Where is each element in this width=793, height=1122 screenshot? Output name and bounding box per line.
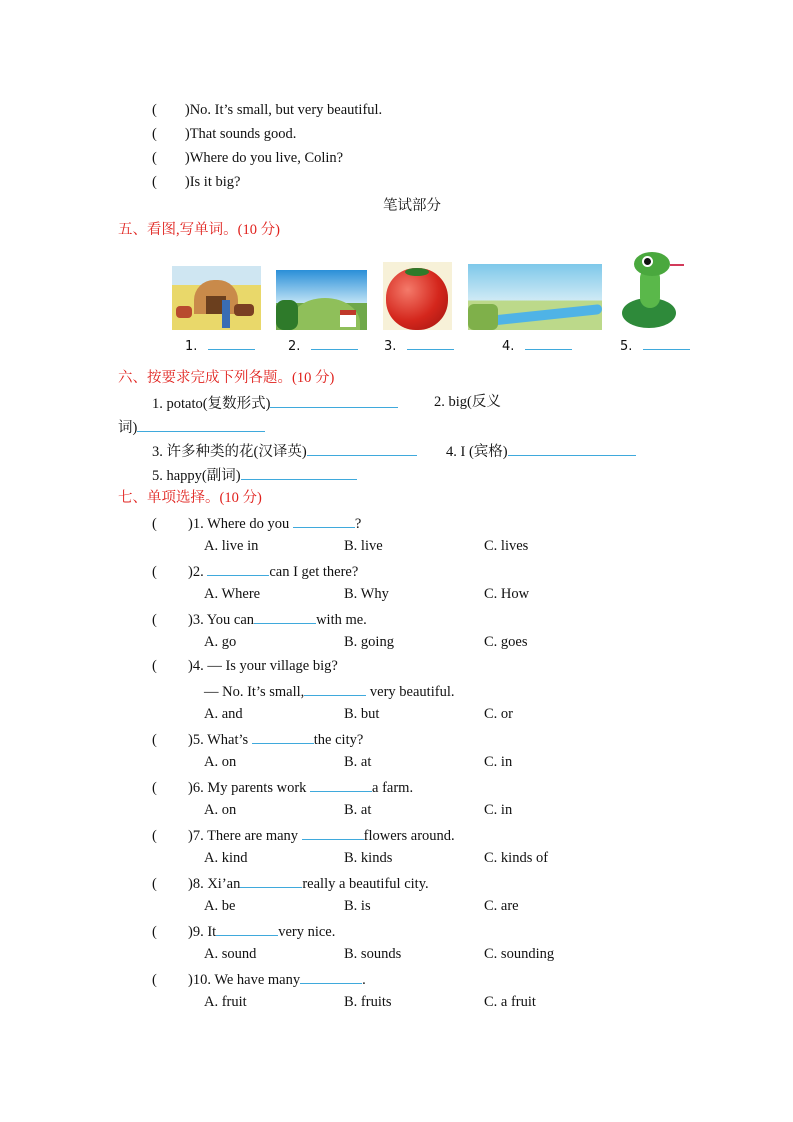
question-text: with me. [316, 612, 367, 628]
answer-blank[interactable] [137, 417, 265, 432]
written-part-title: 笔试部分 [383, 198, 441, 214]
option-c[interactable]: C. lives [484, 538, 529, 554]
task-4: 4. I (宾格) [446, 441, 636, 461]
answer-blank[interactable] [508, 441, 636, 456]
picture-label-2: 2. [288, 335, 358, 356]
answer-paren[interactable]: ( [152, 828, 157, 844]
option-a[interactable]: A. fruit [204, 994, 247, 1010]
answer-paren[interactable]: ( [152, 658, 157, 674]
question-row [152, 657, 338, 675]
answer-paren[interactable]: ( [152, 516, 157, 532]
question-text: flowers around. [363, 828, 455, 844]
option-b[interactable]: B. is [344, 898, 371, 914]
answer-paren[interactable]: ( [152, 564, 157, 580]
answer-paren[interactable]: ( [152, 150, 157, 166]
question-text: )7. There are many [188, 828, 302, 844]
option-c[interactable]: C. in [484, 754, 513, 770]
question-text: )6. My parents work [188, 780, 311, 796]
answer-paren[interactable]: ( [152, 876, 157, 892]
option-c[interactable]: C. kinds of [484, 850, 549, 866]
answer-paren[interactable]: ( [152, 102, 157, 118]
question-row [152, 969, 366, 989]
option-b[interactable]: B. sounds [344, 946, 402, 962]
dialogue-line [152, 149, 343, 167]
river-picture [468, 264, 602, 330]
countryside-picture [276, 270, 367, 330]
question-text: )1. Where do you [188, 516, 293, 532]
question-text: ? [354, 516, 362, 532]
section-5-title: 五、看图,写单词。(10 分) [118, 222, 280, 238]
section-6-title: 六、按要求完成下列各题。(10 分) [118, 370, 335, 386]
answer-blank[interactable] [252, 729, 314, 744]
question-text: )4. — Is your village big? [188, 658, 338, 674]
question-text: can I get there? [269, 564, 359, 580]
option-c[interactable]: C. sounding [484, 946, 555, 962]
question-text: . [362, 972, 366, 988]
option-b[interactable]: B. going [344, 634, 394, 650]
dialogue-text: That sounds good. [189, 126, 297, 142]
question-text: )3. You can [188, 612, 255, 628]
dialogue-text: Is it big? [189, 174, 241, 190]
option-b[interactable]: B. at [344, 802, 372, 818]
question-text: )10. We have many [188, 972, 301, 988]
dialogue-line [152, 101, 382, 119]
answer-blank[interactable] [307, 441, 417, 456]
answer-blank[interactable] [300, 969, 362, 984]
option-b[interactable]: B. fruits [344, 994, 392, 1010]
question-text: — No. It’s small, [204, 684, 305, 700]
option-a[interactable]: A. on [204, 754, 237, 770]
option-a[interactable]: A. live in [204, 538, 259, 554]
answer-blank[interactable] [525, 335, 572, 350]
option-c[interactable]: C. a fruit [484, 994, 536, 1010]
option-b[interactable]: B. Why [344, 586, 389, 602]
answer-paren[interactable]: ( [152, 924, 157, 940]
option-c[interactable]: C. goes [484, 634, 528, 650]
question-text: very beautiful. [366, 684, 455, 700]
answer-paren[interactable]: ( [152, 174, 157, 190]
answer-blank[interactable] [293, 513, 355, 528]
picture-label-1: 1. [185, 335, 255, 356]
tomato-picture [383, 262, 452, 330]
option-b[interactable]: B. live [344, 538, 383, 554]
paren-close: ) [184, 174, 190, 190]
answer-blank[interactable] [208, 335, 255, 350]
option-c[interactable]: C. How [484, 586, 530, 602]
task-1: 1. potato(复数形式) [152, 393, 398, 413]
answer-blank[interactable] [311, 335, 358, 350]
option-b[interactable]: B. but [344, 706, 380, 722]
answer-blank[interactable] [241, 465, 357, 480]
question-text: )9. It [188, 924, 217, 940]
question-text: very nice. [278, 924, 336, 940]
answer-blank[interactable] [643, 335, 690, 350]
task-3: 3. 许多种类的花(汉译英) [152, 441, 417, 461]
question-row [152, 729, 363, 749]
answer-blank[interactable] [207, 561, 269, 576]
dialogue-text: Where do you live, Colin? [189, 150, 344, 166]
task-2: 2. big(反义 [434, 394, 501, 410]
question-text: )2. [188, 564, 208, 580]
picture-label-3: 3. [384, 335, 454, 356]
question-row [152, 825, 455, 845]
answer-blank[interactable] [302, 825, 364, 840]
option-a[interactable]: A. sound [204, 946, 257, 962]
question-text: )5. What’s [188, 732, 252, 748]
answer-blank[interactable] [407, 335, 454, 350]
option-a[interactable]: A. go [204, 634, 237, 650]
paren-close: ) [184, 102, 190, 118]
option-a[interactable]: A. be [204, 898, 236, 914]
option-c[interactable]: C. or [484, 706, 513, 722]
question-text: a farm. [372, 780, 414, 796]
question-row [152, 777, 413, 797]
answer-paren[interactable]: ( [152, 612, 157, 628]
answer-paren[interactable]: ( [152, 972, 157, 988]
dialogue-line [152, 125, 296, 143]
option-a[interactable]: A. and [204, 706, 243, 722]
question-row [152, 921, 335, 941]
answer-blank[interactable] [254, 609, 316, 624]
option-a[interactable]: A. on [204, 802, 237, 818]
answer-blank[interactable] [216, 921, 278, 936]
picture-label-4: 4. [502, 335, 572, 356]
option-c[interactable]: C. are [484, 898, 519, 914]
answer-blank[interactable] [270, 393, 398, 408]
question-text: )8. Xi’an [188, 876, 241, 892]
option-a[interactable]: A. Where [204, 586, 261, 602]
task-5: 5. happy(副词) [152, 465, 357, 485]
question-row [152, 609, 367, 629]
answer-blank[interactable] [310, 777, 372, 792]
question-text: really a beautiful city. [302, 876, 429, 892]
answer-blank[interactable] [304, 681, 366, 696]
option-b[interactable]: B. at [344, 754, 372, 770]
paren-close: ) [184, 126, 190, 142]
question-row [152, 561, 358, 581]
question-row [152, 873, 429, 893]
question-row [152, 513, 361, 533]
option-c[interactable]: C. in [484, 802, 513, 818]
question-text: the city? [313, 732, 364, 748]
farm-picture [172, 266, 261, 330]
question-row-cont [204, 681, 454, 701]
option-b[interactable]: B. kinds [344, 850, 393, 866]
dialogue-line [152, 173, 240, 191]
option-a[interactable]: A. kind [204, 850, 248, 866]
answer-paren[interactable]: ( [152, 126, 157, 142]
answer-blank[interactable] [240, 873, 302, 888]
paren-close: ) [184, 150, 190, 166]
answer-paren[interactable]: ( [152, 732, 157, 748]
picture-label-5: 5. [620, 335, 690, 356]
snake-picture [618, 250, 690, 330]
dialogue-text: No. It’s small, but very beautiful. [189, 102, 383, 118]
section-7-title: 七、单项选择。(10 分) [118, 490, 262, 506]
task-2-cont: 词) [118, 417, 265, 437]
answer-paren[interactable]: ( [152, 780, 157, 796]
